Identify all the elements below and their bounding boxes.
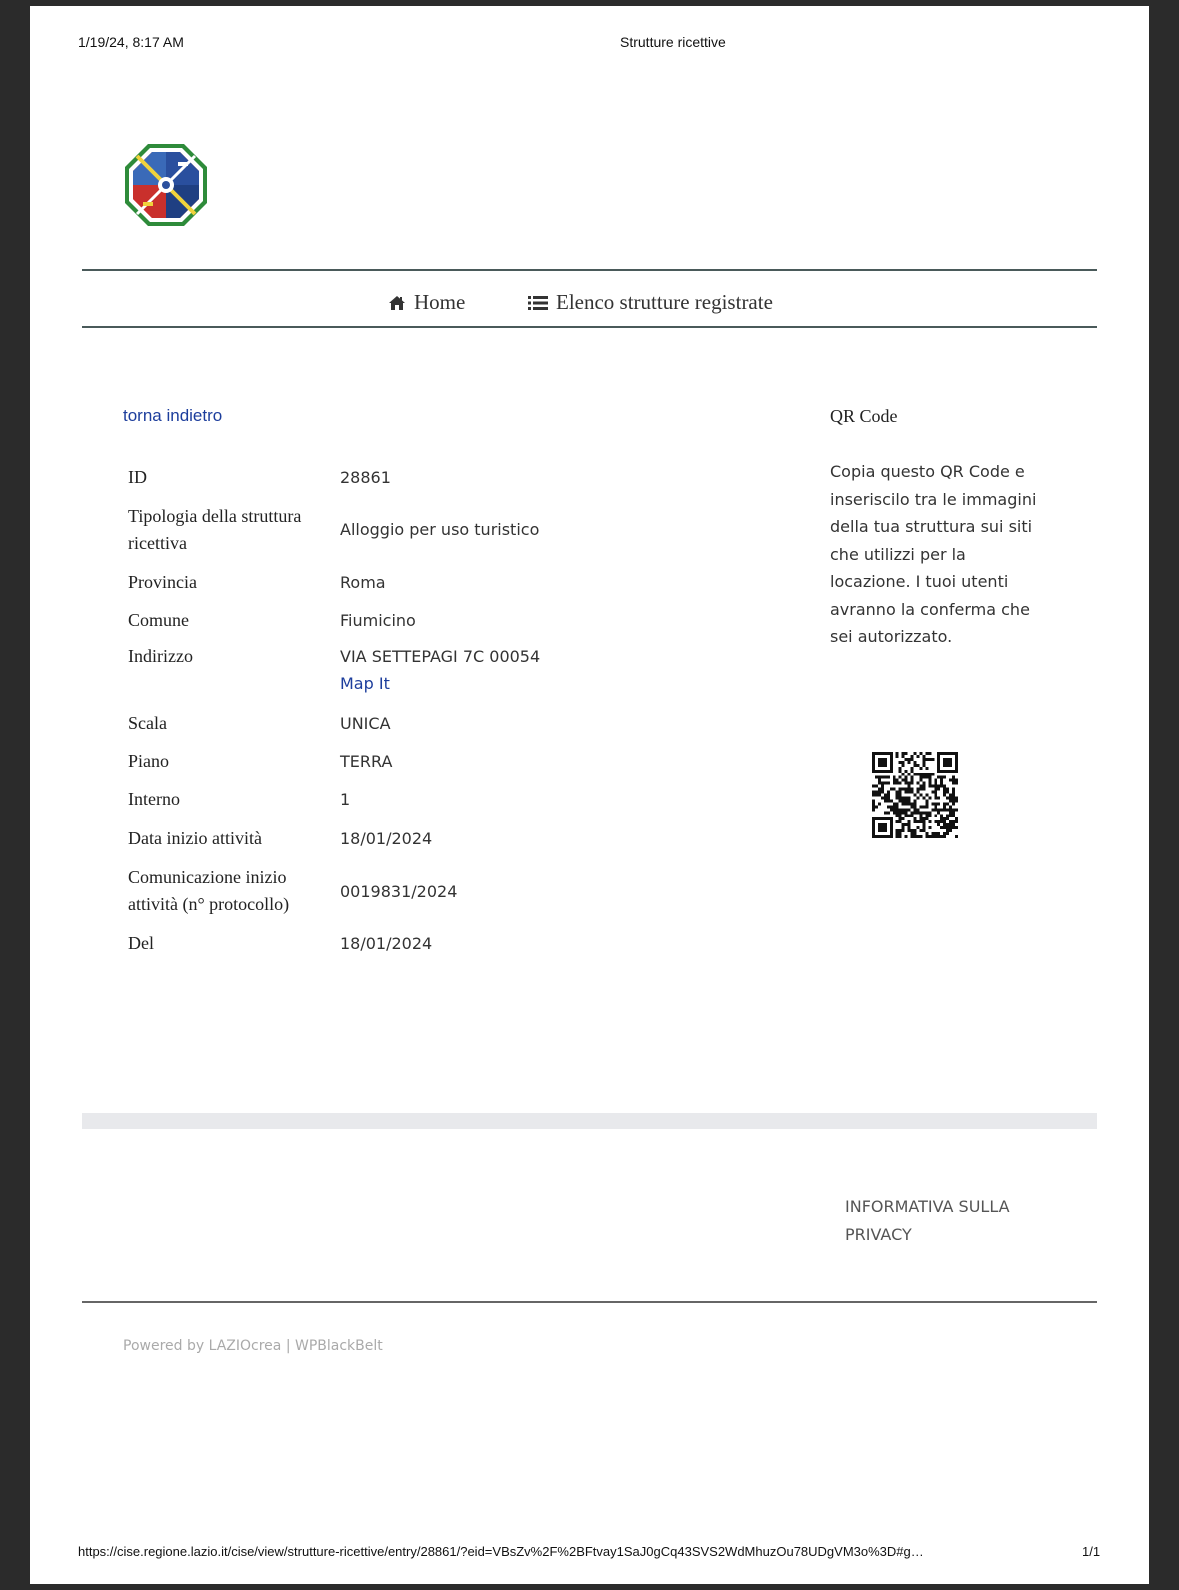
- detail-value: TERRA: [340, 751, 393, 771]
- detail-value: 18/01/2024: [340, 829, 433, 848]
- detail-label: Del: [128, 932, 154, 953]
- detail-row-provincia: [123, 563, 563, 601]
- powered-by: Powered by LAZIOcrea | WPBlackBelt: [123, 1338, 383, 1354]
- detail-row-interno: [123, 780, 563, 819]
- detail-value: 0019831/2024: [340, 881, 458, 901]
- qr-description: Copia questo QR Code e inseriscilo tra le immagini della tua struttura sui siti che utilizzi per la locazione. I tuoi utenti avranno la conferma che sei autorizzato.: [830, 462, 1037, 646]
- qr-title: QR Code: [830, 406, 898, 426]
- detail-row-comune: [123, 601, 563, 640]
- map-it-link[interactable]: Map It: [340, 674, 390, 693]
- detail-label: Indirizzo: [128, 646, 193, 666]
- detail-row-comunicazione: [123, 858, 563, 924]
- detail-row-indirizzo: [123, 640, 563, 704]
- nav-top-rule: [82, 269, 1097, 271]
- qr-code-image[interactable]: [872, 752, 958, 838]
- nav-bottom-rule: [82, 326, 1097, 328]
- footer-band: [82, 1113, 1097, 1129]
- detail-value: Roma: [340, 572, 386, 592]
- detail-value: 28861: [340, 467, 391, 487]
- detail-value: Alloggio per uso turistico: [340, 520, 540, 539]
- print-page: [30, 6, 1149, 1584]
- detail-row-data-inizio: [123, 819, 563, 858]
- detail-value: 1: [340, 790, 351, 809]
- detail-row-scala: [123, 704, 563, 742]
- detail-label: Comunicazione inizio attività (n° protocollo): [128, 867, 290, 914]
- detail-label: Provincia: [128, 571, 197, 592]
- detail-label: Piano: [128, 750, 170, 771]
- print-datetime: 1/19/24, 8:17 AM: [78, 34, 184, 50]
- main-nav: [82, 278, 1097, 328]
- detail-value: 18/01/2024: [340, 933, 433, 953]
- detail-row-del: [123, 924, 563, 962]
- home-icon: [388, 295, 406, 311]
- details-table: [123, 458, 563, 962]
- detail-label: Interno: [128, 789, 180, 809]
- detail-row-piano: [123, 742, 563, 780]
- detail-value: [340, 643, 563, 697]
- detail-label: ID: [128, 466, 147, 487]
- address-text: VIA SETTEPAGI 7C 00054: [340, 647, 541, 666]
- nav-elenco-strutture[interactable]: [528, 290, 773, 315]
- detail-value: UNICA: [340, 713, 391, 733]
- detail-row-id: [123, 458, 563, 496]
- footer-rule: [82, 1301, 1097, 1303]
- regione-lazio-crest-icon[interactable]: [123, 142, 209, 228]
- detail-label: Data inizio attività: [128, 828, 262, 848]
- print-page-number: 1/1: [1082, 1544, 1101, 1559]
- list-icon: [528, 295, 548, 311]
- print-url: https://cise.regione.lazio.it/cise/view/strutture-ricettive/entry/28861/?eid=VBsZv%2F%2BFtvay1SaJ0gCq43SVS2WdMhuzOu78UDgVM3o%3D#g…: [78, 1544, 924, 1559]
- detail-value: Fiumicino: [340, 611, 416, 630]
- back-link[interactable]: torna indietro: [123, 406, 223, 425]
- nav-home[interactable]: [388, 290, 465, 315]
- detail-row-tipologia: [123, 496, 563, 563]
- privacy-link[interactable]: INFORMATIVA SULLA PRIVACY: [845, 1197, 1010, 1244]
- print-title: Strutture ricettive: [620, 34, 726, 50]
- nav-elenco-label: Elenco strutture registrate: [556, 290, 773, 314]
- detail-label: Comune: [128, 610, 189, 630]
- nav-home-label: Home: [414, 290, 466, 314]
- detail-label: Tipologia della struttura ricettiva: [128, 505, 302, 553]
- detail-label: Scala: [128, 712, 167, 733]
